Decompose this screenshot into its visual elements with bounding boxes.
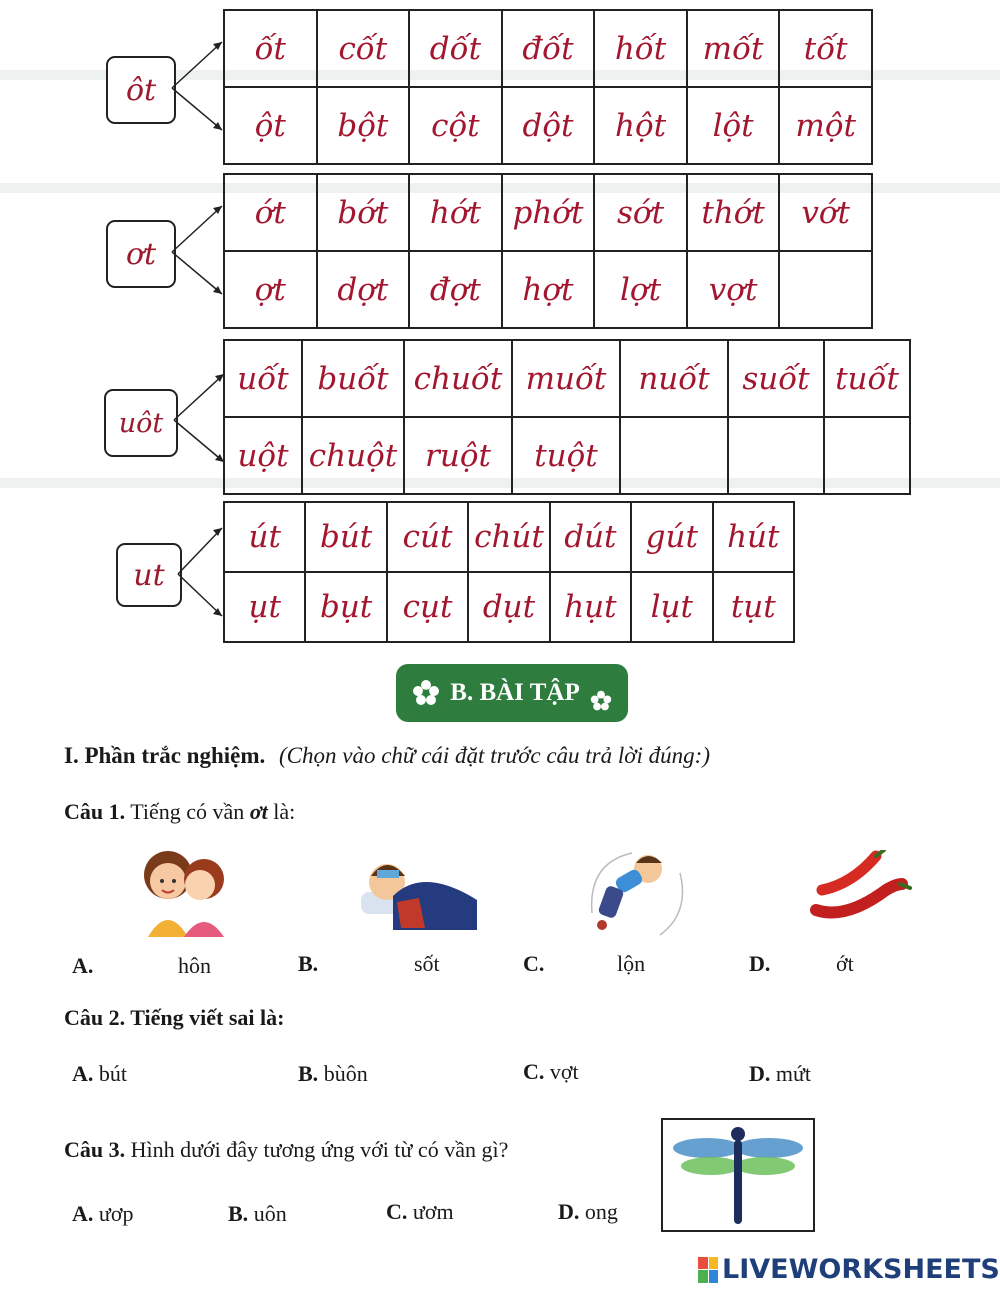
- option-letter[interactable]: C.: [386, 1199, 408, 1224]
- option-a[interactable]: [72, 1201, 133, 1227]
- syllable-cell[interactable]: bụt: [305, 572, 386, 642]
- syllable-cell[interactable]: tuốt: [824, 340, 910, 417]
- option-letter[interactable]: B.: [298, 1061, 319, 1086]
- syllable-cell[interactable]: hốt: [594, 10, 687, 87]
- syllable-cell[interactable]: muốt: [512, 340, 620, 417]
- syllable-grid: [223, 173, 873, 329]
- syllable-cell[interactable]: sớt: [594, 174, 687, 251]
- dragonfly-icon: [663, 1120, 813, 1230]
- option-b[interactable]: [298, 1061, 368, 1087]
- rime-box: ut: [116, 543, 182, 607]
- option-text[interactable]: ong: [584, 1199, 618, 1224]
- rime-box: ơt: [106, 220, 176, 288]
- syllable-cell[interactable]: chuốt: [404, 340, 512, 417]
- option-text[interactable]: bút: [98, 1061, 128, 1086]
- question-label: Câu 3.: [64, 1137, 126, 1162]
- syllable-cell[interactable]: suốt: [728, 340, 824, 417]
- sick-child-icon: [357, 852, 481, 934]
- question-text-end: là:: [273, 799, 296, 824]
- syllable-cell[interactable]: cốt: [317, 10, 410, 87]
- option-d[interactable]: [558, 1199, 618, 1225]
- syllable-cell[interactable]: ụt: [224, 572, 305, 642]
- syllable-cell[interactable]: uốt: [224, 340, 302, 417]
- question-text: Tiếng viết sai là:: [130, 1005, 285, 1030]
- question-2: [64, 1005, 284, 1031]
- option-text[interactable]: uôn: [253, 1201, 287, 1226]
- flower-icon: [590, 690, 612, 712]
- syllable-cell[interactable]: cút: [387, 502, 468, 572]
- syllable-cell[interactable]: lột: [687, 87, 780, 164]
- syllable-cell[interactable]: tốt: [779, 10, 872, 87]
- rime-box: uôt: [104, 389, 178, 457]
- option-b[interactable]: [298, 951, 318, 977]
- syllable-cell[interactable]: lụt: [631, 572, 712, 642]
- syllable-cell[interactable]: tuột: [512, 417, 620, 494]
- syllable-cell[interactable]: hột: [594, 87, 687, 164]
- flower-icon: [412, 679, 440, 707]
- syllable-cell[interactable]: bớt: [317, 174, 410, 251]
- syllable-cell[interactable]: đợt: [409, 251, 502, 328]
- option-letter[interactable]: D.: [558, 1199, 580, 1224]
- syllable-cell[interactable]: dút: [550, 502, 631, 572]
- syllable-cell[interactable]: uột: [224, 417, 302, 494]
- syllable-cell[interactable]: [779, 251, 872, 328]
- option-letter[interactable]: D.: [749, 951, 771, 976]
- syllable-cell[interactable]: [620, 417, 728, 494]
- question-3: [64, 1137, 508, 1163]
- option-letter[interactable]: D.: [749, 1061, 771, 1086]
- option-letter[interactable]: C.: [523, 951, 545, 976]
- option-text[interactable]: vợt: [549, 1059, 579, 1084]
- syllable-cell[interactable]: ruột: [404, 417, 512, 494]
- banner-label: B. BÀI TẬP: [450, 679, 580, 706]
- option-text[interactable]: ươm: [412, 1199, 454, 1224]
- syllable-cell[interactable]: hợt: [502, 251, 595, 328]
- syllable-cell[interactable]: [824, 417, 910, 494]
- logo-mark-icon: [698, 1257, 718, 1283]
- chili-icon: [806, 850, 912, 930]
- arrow-pair: [172, 200, 228, 300]
- dragonfly-frame: [661, 1118, 815, 1232]
- arrow-pair: [178, 522, 228, 622]
- syllable-cell[interactable]: cụt: [387, 572, 468, 642]
- syllable-cell[interactable]: ớt: [224, 174, 317, 251]
- rime-box: ôt: [106, 56, 176, 124]
- syllable-cell[interactable]: út: [224, 502, 305, 572]
- syllable-cell[interactable]: dụt: [468, 572, 549, 642]
- somersault-icon: [582, 843, 690, 941]
- syllable-cell[interactable]: mốt: [687, 10, 780, 87]
- option-letter[interactable]: C.: [523, 1059, 545, 1084]
- option-b-text: sốt: [414, 951, 440, 976]
- syllable-cell[interactable]: hút: [713, 502, 794, 572]
- syllable-cell[interactable]: thớt: [687, 174, 780, 251]
- syllable-cell[interactable]: nuốt: [620, 340, 728, 417]
- option-a[interactable]: [72, 1061, 127, 1087]
- syllable-cell[interactable]: ợt: [224, 251, 317, 328]
- syllable-cell[interactable]: phớt: [502, 174, 595, 251]
- syllable-cell[interactable]: một: [779, 87, 872, 164]
- option-d-text: ớt: [836, 951, 854, 976]
- syllable-cell[interactable]: bột: [317, 87, 410, 164]
- arrow-pair: [174, 368, 230, 468]
- option-letter[interactable]: B.: [298, 951, 319, 976]
- syllable-cell[interactable]: hụt: [550, 572, 631, 642]
- question-text: Hình dưới đây tương ứng với từ có vần gì?: [130, 1137, 509, 1162]
- syllable-cell[interactable]: lợt: [594, 251, 687, 328]
- question-text: Tiếng có vần: [130, 799, 245, 824]
- question-label: Câu 2.: [64, 1005, 126, 1030]
- syllable-grid: [223, 339, 911, 495]
- question-rime: ơt: [249, 799, 268, 824]
- option-text[interactable]: mứt: [775, 1061, 812, 1086]
- syllable-cell[interactable]: bút: [305, 502, 386, 572]
- section-title: I. Phần trắc nghiệm.: [64, 743, 266, 768]
- syllable-cell[interactable]: dột: [502, 87, 595, 164]
- syllable-cell[interactable]: dốt: [409, 10, 502, 87]
- option-letter[interactable]: A.: [72, 1201, 94, 1226]
- option-text[interactable]: bùôn: [323, 1061, 368, 1086]
- option-letter[interactable]: A.: [72, 1061, 94, 1086]
- syllable-cell[interactable]: gút: [631, 502, 712, 572]
- syllable-cell[interactable]: tụt: [713, 572, 794, 642]
- option-text[interactable]: ươp: [98, 1201, 134, 1226]
- section-banner: [396, 664, 628, 722]
- option-a[interactable]: [72, 953, 93, 979]
- syllable-cell[interactable]: cột: [409, 87, 502, 164]
- option-letter[interactable]: B.: [228, 1201, 249, 1226]
- syllable-cell[interactable]: ốt: [224, 10, 317, 87]
- syllable-cell[interactable]: hớt: [409, 174, 502, 251]
- syllable-cell[interactable]: vợt: [687, 251, 780, 328]
- option-a-text: hôn: [178, 953, 211, 978]
- option-letter[interactable]: A.: [72, 953, 94, 978]
- syllable-grid: [223, 501, 795, 643]
- option-b[interactable]: [228, 1201, 287, 1227]
- arrow-pair: [172, 36, 228, 136]
- section-heading: [64, 743, 710, 769]
- syllable-cell[interactable]: ột: [224, 87, 317, 164]
- option-c-text: lộn: [617, 951, 646, 976]
- syllable-cell[interactable]: buốt: [302, 340, 404, 417]
- question-1: [64, 799, 295, 825]
- section-instruction: (Chọn vào chữ cái đặt trước câu trả lời đúng:): [279, 743, 710, 768]
- syllable-cell[interactable]: dợt: [317, 251, 410, 328]
- option-d[interactable]: [749, 951, 770, 977]
- kiss-icon: [134, 845, 234, 937]
- syllable-cell[interactable]: chút: [468, 502, 549, 572]
- question-label: Câu 1.: [64, 799, 126, 824]
- option-c[interactable]: [386, 1199, 454, 1225]
- syllable-cell[interactable]: chuột: [302, 417, 404, 494]
- option-c[interactable]: [523, 951, 544, 977]
- option-d[interactable]: [749, 1061, 811, 1087]
- logo-text: LIVEWORKSHEETS: [722, 1254, 1000, 1285]
- syllable-grid: [223, 9, 873, 165]
- syllable-cell[interactable]: vớt: [779, 174, 872, 251]
- syllable-cell[interactable]: [728, 417, 824, 494]
- syllable-cell[interactable]: đốt: [502, 10, 595, 87]
- option-c[interactable]: [523, 1059, 579, 1085]
- liveworksheets-logo: [698, 1254, 1000, 1285]
